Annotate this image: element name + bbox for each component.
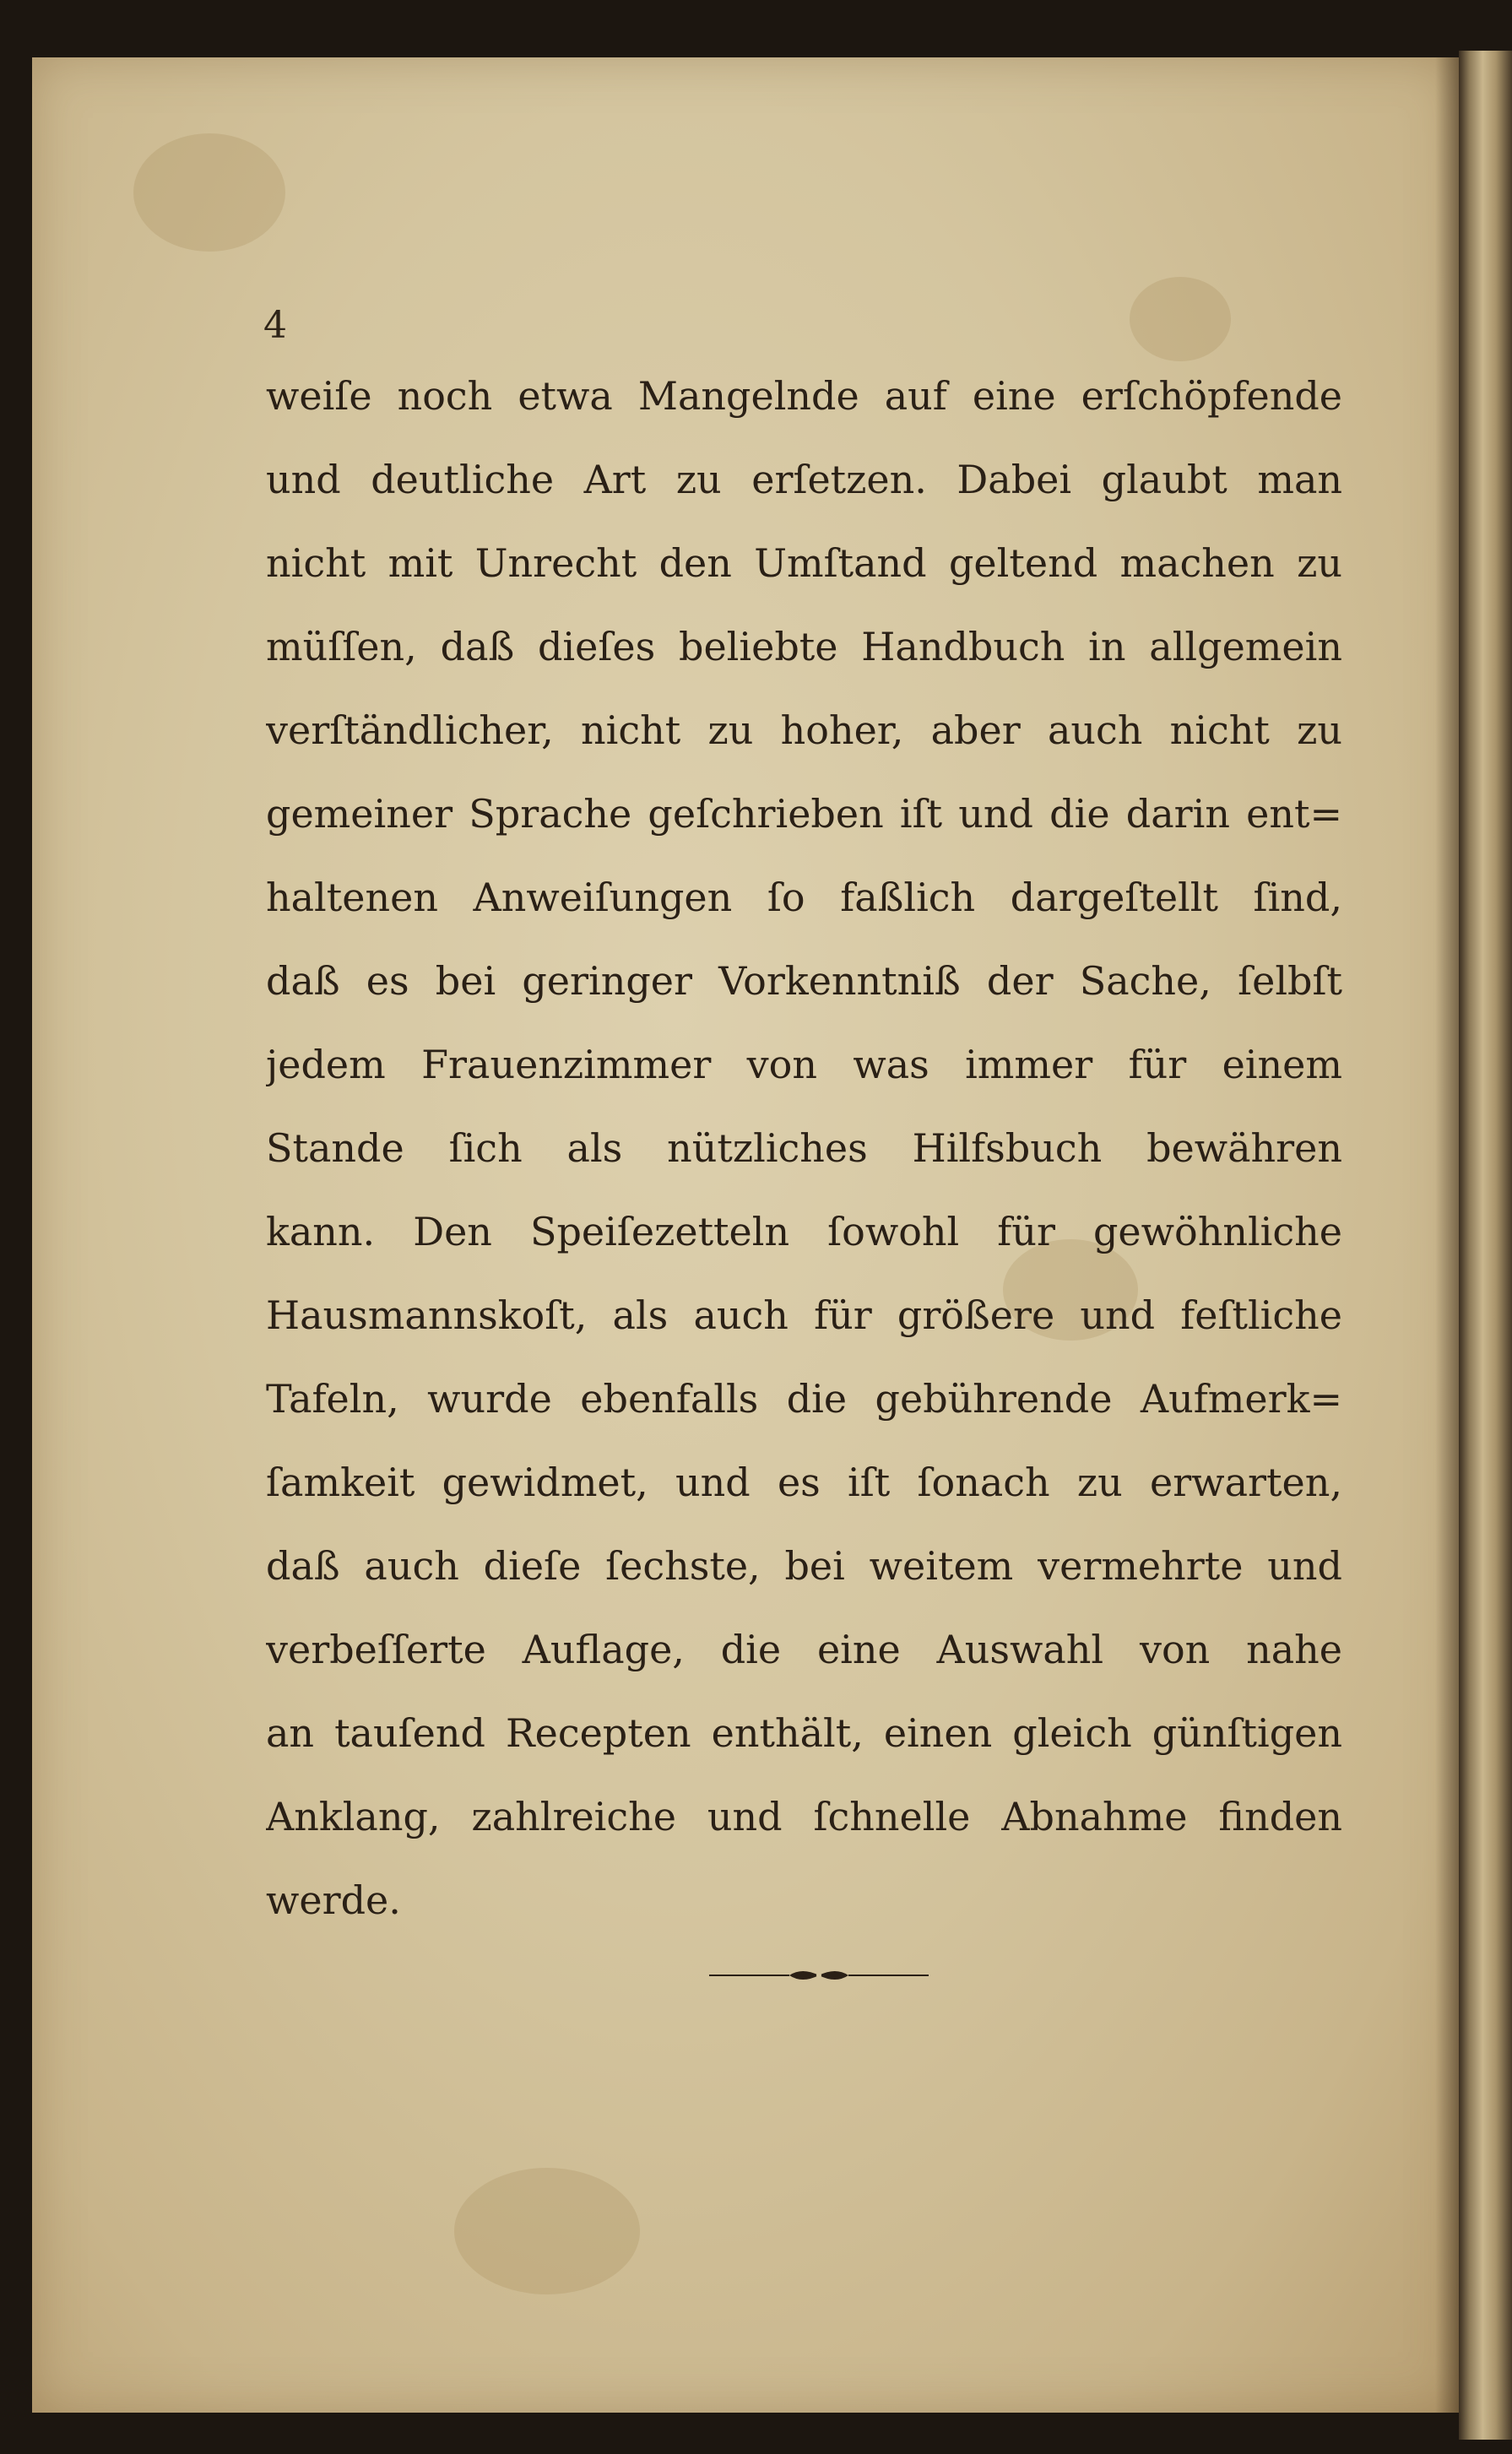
text-line: daß auch dieſe ſechste, bei weitem vermehrte und (266, 1543, 1342, 1589)
foxing-stain (1130, 277, 1231, 361)
text-line: weiſe noch etwa Mangelnde auf eine erſchöpfende (266, 373, 1342, 419)
text-line: verbeſſerte Auflage, die eine Auswahl von nahe (266, 1627, 1342, 1672)
body-text (266, 355, 1342, 1942)
foxing-stain (454, 2168, 640, 2294)
text-line-last: werde. (266, 1877, 401, 1923)
text-line: jedem Frauenzimmer von was immer für einem (266, 1042, 1342, 1087)
text-line: ſamkeit gewidmet, und es iſt ſonach zu erwarten, (266, 1460, 1342, 1505)
text-line: Anklang, zahlreiche und ſchnelle Abnahme finden (266, 1794, 1342, 1839)
text-line: gemeiner Sprache geſchrieben iſt und die darin ent= (266, 791, 1342, 837)
foxing-stain (133, 133, 285, 252)
page-edge (1459, 51, 1512, 2440)
text-line: haltenen Anweiſungen ſo faßlich dargeſtellt ſind, (266, 875, 1342, 920)
text-line: kann. Den Speiſezetteln ſowohl für gewöhnliche (266, 1209, 1342, 1254)
text-line: verſtändlicher, nicht zu hoher, aber auch nicht zu (266, 707, 1342, 753)
page-number: 4 (263, 304, 287, 347)
fleuron-divider-icon (709, 1965, 929, 1985)
text-line: Tafeln, wurde ebenfalls die gebührende Aufmerk= (266, 1376, 1342, 1422)
text-line: daß es bei geringer Vorkenntniß der Sache, ſelbſt (266, 958, 1342, 1004)
text-line: Hausmannskoſt, als auch für größere und feſtliche (266, 1292, 1342, 1338)
page-shadow (1435, 57, 1459, 2413)
text-line: Stande ſich als nützliches Hilfsbuch bewähren (266, 1125, 1342, 1171)
text-line: müſſen, daß dieſes beliebte Handbuch in allgemein (266, 624, 1342, 669)
text-line: an tauſend Recepten enthält, einen gleich günſtigen (266, 1710, 1342, 1756)
text-line: und deutliche Art zu erſetzen. Dabei glaubt man (266, 457, 1342, 502)
text-line: nicht mit Unrecht den Umſtand geltend machen zu (266, 540, 1342, 586)
